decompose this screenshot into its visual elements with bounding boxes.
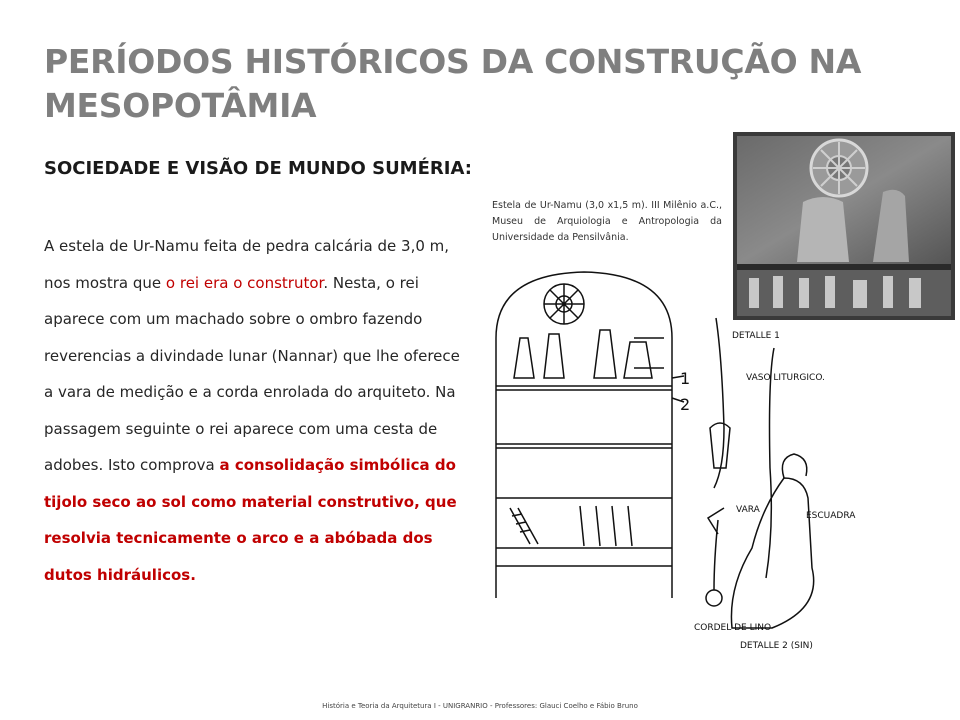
photo-caption: Estela de Ur-Namu (3,0 x1,5 m). III Milênio a.C., Museu de Arquiologia e Antropologia da Universidade da Pensilvânia. bbox=[492, 200, 722, 243]
body-highlight-king: o rei era o construtor bbox=[165, 273, 324, 292]
drawing-label-2: 2 bbox=[680, 395, 691, 414]
drawing-label-cordel: CORDEL DE LINO bbox=[694, 623, 772, 633]
body-paragraph bbox=[44, 228, 472, 593]
drawing-label-detail1: DETALLE 1 bbox=[732, 331, 780, 341]
body-text-2: . Nesta, o rei aparece com um machado sobre o ombro fazendo reverencias a divindade lunar (Nannar) que lhe oferece a vara de medição e a corda enrolada do arquiteto. Na passagem seguinte o rei aparece com uma cesta de adobes. Isto comprova bbox=[44, 273, 460, 474]
body-highlight-brick: a consolidação simbólica do tijolo seco ao sol como material construtivo, que resolvia tecnicamente o arco e a abóbada dos dutos hidráulicos. bbox=[44, 456, 457, 584]
drawing-label-vara: VARA bbox=[736, 505, 760, 515]
drawing-label-detail2: DETALLE 2 (SIN) bbox=[740, 641, 813, 651]
drawing-label-escuadra: ESCUADRA bbox=[806, 511, 856, 521]
body-text-1: A estela de Ur-Namu feita de pedra calcária de 3,0 m, nos mostra que bbox=[44, 237, 450, 292]
slide-title: PERÍODOS HISTÓRICOS DA CONSTRUÇÃO NA MESOPOTÂMIA bbox=[44, 42, 862, 125]
drawing-label-1: 1 bbox=[680, 369, 691, 388]
slide-subtitle: SOCIEDADE E VISÃO DE MUNDO SUMÉRIA: bbox=[44, 158, 472, 179]
slide-footer: História e Teoria da Arquitetura I - UNIGRANRIO - Professores: Glauci Coelho e Fábio Bruno bbox=[322, 702, 638, 710]
drawing-label-vase: VASO LITURGICO. bbox=[746, 373, 825, 383]
stele-drawing bbox=[484, 268, 862, 656]
